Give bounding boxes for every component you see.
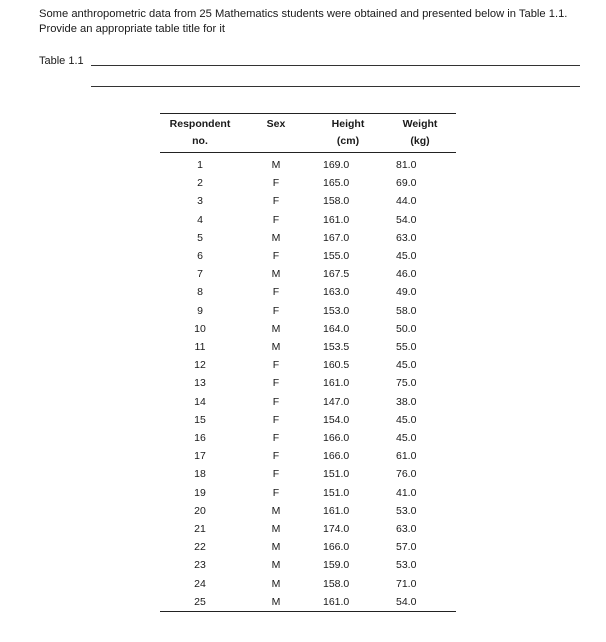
cell-sex [240, 283, 312, 301]
cell-sex-value: F [272, 250, 280, 263]
cell-sex [240, 447, 312, 465]
cell-sex [240, 247, 312, 265]
cell-weight-value: 81.0 [396, 159, 417, 171]
cell-weight-value: 46.0 [396, 268, 417, 281]
cell-height-value: 155.0 [323, 250, 350, 263]
table-row [160, 556, 456, 574]
cell-respondent-no-value: 7 [197, 268, 203, 281]
cell-sex-value: M [271, 231, 281, 244]
cell-height [312, 393, 384, 411]
cell-height [312, 575, 384, 593]
cell-sex [240, 265, 312, 283]
header-height [312, 114, 384, 153]
cell-sex-value: M [271, 559, 281, 572]
table-header [160, 114, 456, 153]
cell-weight [384, 593, 456, 612]
cell-respondent-no [160, 374, 240, 392]
cell-weight-value: 45.0 [396, 413, 417, 426]
cell-weight [384, 283, 456, 301]
cell-respondent-no-value: 18 [194, 468, 206, 481]
table-row [160, 447, 456, 465]
cell-sex [240, 192, 312, 210]
cell-height [312, 338, 384, 356]
cell-respondent-no [160, 411, 240, 429]
cell-respondent-no [160, 320, 240, 338]
cell-weight [384, 302, 456, 320]
cell-weight-value: 69.0 [396, 177, 417, 190]
cell-sex-value: F [272, 413, 280, 426]
cell-height-value: 161.0 [323, 504, 350, 517]
cell-weight [384, 338, 456, 356]
cell-sex [240, 356, 312, 374]
title-blank-line-1 [91, 65, 580, 66]
table-caption-label: Table 1.1 [39, 55, 84, 67]
cell-respondent-no [160, 302, 240, 320]
cell-weight-value: 71.0 [396, 577, 417, 590]
cell-sex-value: M [271, 595, 281, 608]
cell-weight [384, 374, 456, 392]
cell-weight-value: 63.0 [396, 523, 417, 536]
cell-height [312, 538, 384, 556]
cell-weight-value: 45.0 [396, 250, 417, 263]
cell-sex [240, 465, 312, 483]
cell-height-value: 151.0 [323, 486, 350, 499]
cell-weight-value: 45.0 [396, 432, 417, 445]
cell-respondent-no-value: 5 [197, 231, 203, 244]
cell-sex [240, 302, 312, 320]
cell-respondent-no-value: 9 [197, 304, 203, 317]
cell-height [312, 593, 384, 612]
cell-weight-value: 63.0 [396, 231, 417, 244]
header-weight [384, 114, 456, 153]
cell-respondent-no-value: 14 [194, 395, 206, 408]
cell-sex [240, 411, 312, 429]
table-row [160, 283, 456, 301]
cell-sex [240, 429, 312, 447]
cell-height [312, 520, 384, 538]
cell-height-value: 166.0 [323, 432, 350, 445]
cell-sex [240, 393, 312, 411]
title-blank-line-2 [91, 86, 580, 87]
cell-sex [240, 174, 312, 192]
cell-respondent-no-value: 13 [194, 377, 206, 390]
cell-sex [240, 338, 312, 356]
cell-weight-value: 76.0 [396, 468, 417, 481]
cell-sex-value: F [272, 304, 280, 317]
cell-height [312, 356, 384, 374]
cell-respondent-no-value: 23 [194, 559, 206, 572]
cell-height [312, 465, 384, 483]
cell-weight [384, 192, 456, 210]
cell-respondent-no-value: 3 [197, 195, 203, 208]
cell-sex [240, 374, 312, 392]
cell-sex-value: M [271, 541, 281, 554]
cell-respondent-no-value: 10 [194, 322, 206, 335]
cell-sex-value: M [271, 159, 281, 171]
cell-respondent-no-value: 22 [194, 541, 206, 554]
cell-sex-value: F [272, 213, 280, 226]
cell-height-value: 160.5 [323, 359, 350, 372]
cell-weight-value: 58.0 [396, 304, 417, 317]
cell-weight [384, 411, 456, 429]
cell-weight [384, 429, 456, 447]
cell-height-value: 159.0 [323, 559, 350, 572]
table-row [160, 538, 456, 556]
cell-height-value: 158.0 [323, 577, 350, 590]
cell-height-value: 151.0 [323, 468, 350, 481]
cell-sex-value: M [271, 322, 281, 335]
cell-respondent-no-value: 21 [194, 523, 206, 536]
cell-weight [384, 265, 456, 283]
cell-respondent-no [160, 556, 240, 574]
table-row [160, 265, 456, 283]
cell-sex-value: M [271, 523, 281, 536]
cell-weight-value: 41.0 [396, 486, 417, 499]
cell-weight-value: 55.0 [396, 341, 417, 354]
cell-weight [384, 393, 456, 411]
cell-weight-value: 50.0 [396, 322, 417, 335]
table-row [160, 429, 456, 447]
cell-weight [384, 556, 456, 574]
cell-respondent-no [160, 447, 240, 465]
cell-weight [384, 538, 456, 556]
cell-sex [240, 211, 312, 229]
cell-respondent-no [160, 174, 240, 192]
cell-height [312, 411, 384, 429]
cell-height-value: 161.0 [323, 595, 350, 608]
cell-weight-value: 53.0 [396, 504, 417, 517]
table-row [160, 153, 456, 175]
cell-height [312, 447, 384, 465]
header-sex [240, 114, 312, 153]
table-row [160, 374, 456, 392]
cell-respondent-no [160, 520, 240, 538]
cell-respondent-no-value: 11 [194, 341, 206, 354]
cell-sex-value: M [271, 268, 281, 281]
table-row [160, 174, 456, 192]
cell-respondent-no [160, 211, 240, 229]
cell-sex-value: F [272, 432, 280, 445]
cell-weight [384, 229, 456, 247]
table-row [160, 356, 456, 374]
cell-height-value: 167.0 [323, 231, 350, 244]
cell-respondent-no [160, 502, 240, 520]
cell-sex-value: M [271, 577, 281, 590]
cell-weight-value: 75.0 [396, 377, 417, 390]
cell-weight [384, 484, 456, 502]
cell-height-value: 166.0 [323, 541, 350, 554]
cell-height [312, 174, 384, 192]
cell-sex-value: F [272, 395, 280, 408]
cell-sex-value: F [272, 286, 280, 299]
cell-weight [384, 247, 456, 265]
table-row [160, 484, 456, 502]
cell-respondent-no [160, 283, 240, 301]
cell-weight-value: 38.0 [396, 395, 417, 408]
cell-weight-value: 49.0 [396, 286, 417, 299]
table-row [160, 192, 456, 210]
cell-respondent-no [160, 265, 240, 283]
cell-height-value: 161.0 [323, 213, 350, 226]
table-row [160, 211, 456, 229]
cell-respondent-no-value: 2 [197, 177, 203, 190]
table-row [160, 247, 456, 265]
cell-height-value: 147.0 [323, 395, 350, 408]
cell-sex [240, 538, 312, 556]
cell-height [312, 192, 384, 210]
table-row [160, 575, 456, 593]
cell-sex-value: F [272, 359, 280, 372]
cell-weight-value: 57.0 [396, 541, 417, 554]
cell-respondent-no [160, 575, 240, 593]
header-weight-line2: (kg) [410, 135, 430, 147]
table-row [160, 520, 456, 538]
cell-respondent-no [160, 229, 240, 247]
cell-sex [240, 229, 312, 247]
cell-weight [384, 465, 456, 483]
cell-height [312, 502, 384, 520]
cell-sex-value: F [272, 177, 280, 190]
cell-weight-value: 54.0 [396, 213, 417, 226]
cell-height-value: 153.5 [323, 341, 350, 354]
table-row [160, 593, 456, 612]
cell-sex-value: F [272, 486, 280, 499]
cell-sex [240, 320, 312, 338]
cell-weight-value: 53.0 [396, 559, 417, 572]
cell-height [312, 283, 384, 301]
table-row [160, 393, 456, 411]
cell-weight-value: 45.0 [396, 359, 417, 372]
cell-respondent-no-value: 1 [197, 159, 203, 171]
cell-respondent-no-value: 24 [194, 577, 206, 590]
cell-height [312, 374, 384, 392]
cell-respondent-no [160, 338, 240, 356]
table-body [160, 153, 456, 612]
cell-height-value: 154.0 [323, 413, 350, 426]
cell-respondent-no [160, 153, 240, 175]
cell-height-value: 166.0 [323, 450, 350, 463]
cell-weight-value: 54.0 [396, 595, 417, 608]
header-height-line1: Height [331, 118, 365, 130]
cell-respondent-no-value: 19 [194, 486, 206, 499]
cell-height-value: 174.0 [323, 523, 350, 536]
instructions-text: Some anthropometric data from 25 Mathematics students were obtained and presented below in Table 1.1. Provide an appropriate table title for it [39, 8, 568, 35]
cell-height-value: 167.5 [323, 268, 350, 281]
cell-weight [384, 447, 456, 465]
table-row [160, 320, 456, 338]
header-height-line2: (cm) [336, 135, 360, 147]
header-respondent-line1: Respondent [169, 118, 231, 130]
cell-respondent-no-value: 25 [194, 595, 206, 608]
cell-sex [240, 520, 312, 538]
cell-respondent-no [160, 465, 240, 483]
table-row [160, 465, 456, 483]
cell-respondent-no [160, 484, 240, 502]
cell-respondent-no-value: 20 [194, 504, 206, 517]
cell-height [312, 320, 384, 338]
cell-sex-value: F [272, 195, 280, 208]
cell-sex [240, 575, 312, 593]
cell-height [312, 556, 384, 574]
table-row [160, 229, 456, 247]
cell-weight [384, 575, 456, 593]
cell-weight [384, 174, 456, 192]
cell-respondent-no-value: 12 [194, 359, 206, 372]
cell-height [312, 247, 384, 265]
cell-height-value: 164.0 [323, 322, 350, 335]
table-row [160, 302, 456, 320]
cell-respondent-no-value: 16 [194, 432, 206, 445]
cell-height-value: 161.0 [323, 377, 350, 390]
cell-sex [240, 556, 312, 574]
cell-sex-value: F [272, 450, 280, 463]
cell-height [312, 153, 384, 175]
table-row [160, 411, 456, 429]
header-respondent [160, 114, 240, 153]
cell-respondent-no-value: 6 [197, 250, 203, 263]
cell-height [312, 484, 384, 502]
header-row [160, 114, 456, 153]
cell-weight [384, 211, 456, 229]
cell-weight [384, 520, 456, 538]
cell-height-value: 153.0 [323, 304, 350, 317]
cell-height-value: 158.0 [323, 195, 350, 208]
cell-respondent-no-value: 15 [194, 413, 206, 426]
cell-sex-value: M [271, 504, 281, 517]
cell-respondent-no-value: 4 [197, 213, 203, 226]
header-respondent-line2: no. [192, 135, 208, 147]
cell-height [312, 265, 384, 283]
cell-sex [240, 502, 312, 520]
cell-height-value: 165.0 [323, 177, 350, 190]
header-sex-line1: Sex [266, 118, 286, 130]
cell-weight-value: 61.0 [396, 450, 417, 463]
anthropometric-data-table [160, 113, 456, 612]
cell-sex [240, 593, 312, 612]
cell-respondent-no [160, 429, 240, 447]
cell-weight [384, 320, 456, 338]
cell-respondent-no [160, 538, 240, 556]
cell-weight [384, 356, 456, 374]
cell-respondent-no [160, 393, 240, 411]
cell-height-value: 163.0 [323, 286, 350, 299]
cell-height [312, 211, 384, 229]
cell-sex-value: F [272, 377, 280, 390]
cell-respondent-no-value: 17 [194, 450, 206, 463]
cell-weight-value: 44.0 [396, 195, 417, 208]
table-row [160, 502, 456, 520]
cell-respondent-no-value: 8 [197, 286, 203, 299]
cell-respondent-no [160, 247, 240, 265]
cell-height [312, 229, 384, 247]
cell-height [312, 429, 384, 447]
cell-respondent-no [160, 356, 240, 374]
table-row [160, 338, 456, 356]
cell-sex [240, 153, 312, 175]
cell-sex-value: F [272, 468, 280, 481]
cell-respondent-no [160, 192, 240, 210]
cell-respondent-no [160, 593, 240, 612]
header-weight-line1: Weight [402, 118, 438, 130]
cell-height [312, 302, 384, 320]
cell-weight [384, 153, 456, 175]
cell-sex [240, 484, 312, 502]
cell-weight [384, 502, 456, 520]
cell-sex-value: M [271, 341, 281, 354]
cell-height-value: 169.0 [323, 159, 350, 171]
